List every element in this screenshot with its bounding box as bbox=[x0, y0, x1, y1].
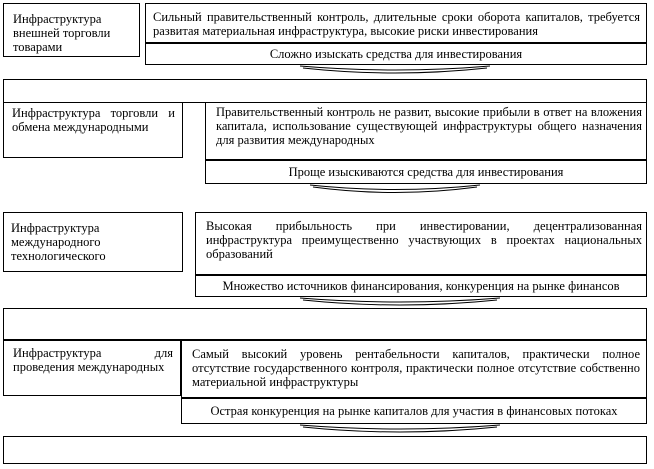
block3-description-box bbox=[195, 212, 647, 275]
arrow-block2-to-level2 bbox=[310, 185, 480, 193]
block3-label: Инфраструктура международного технологического bbox=[11, 221, 106, 263]
block4-funding: Острая конкуренция на рынке капиталов для участия в финансовых потоках bbox=[210, 404, 618, 418]
block3-funding: Множество источников финансирования, конкуренция на рынке финансов bbox=[222, 279, 620, 293]
block2-label: Инфраструктура торговли и обмена международными bbox=[12, 106, 175, 134]
level3-box bbox=[3, 308, 647, 340]
block1-label: Инфраструктура внешней торговли товарами bbox=[13, 12, 111, 54]
block4-description: Самый высокий уровень рентабельности капиталов, практически полное отсутствие государственного контроля, практически полное отсутствие собственно материальной инфраструктуры bbox=[192, 347, 640, 389]
arrow-block4-to-level4 bbox=[300, 425, 500, 432]
block4-description-box bbox=[181, 340, 647, 398]
block3-description: Высокая прибыльность при инвестировании, децентрализованная инфраструктура преимущественно участвующих в проектах национальных образований bbox=[206, 219, 642, 261]
level1-box bbox=[3, 79, 647, 103]
block4-label: Инфраструктура для проведения международных bbox=[13, 346, 173, 374]
level3-text bbox=[8, 316, 642, 331]
block1-description-box bbox=[145, 3, 647, 43]
block4-funding-box bbox=[181, 398, 647, 424]
arrow-block3-to-level3 bbox=[300, 298, 500, 305]
block1-funding: Сложно изыскать средства для инвестирования bbox=[269, 47, 523, 61]
block3-funding-box bbox=[195, 275, 647, 297]
level4-text bbox=[8, 443, 642, 458]
level1-text bbox=[8, 84, 642, 99]
block2-description-box bbox=[205, 103, 647, 160]
block1-funding-box bbox=[145, 43, 647, 65]
block3-label-box bbox=[3, 212, 183, 272]
block2-funding-box bbox=[205, 160, 647, 184]
level4-box bbox=[3, 436, 647, 464]
block2-description: Правительственный контроль не развит, высокие прибыли в ответ на вложения капитала, использование существующей инфраструктуры общего назначения для развития международных bbox=[216, 105, 642, 147]
block4-label-box bbox=[3, 340, 181, 396]
arrow-block1-to-level1 bbox=[300, 66, 490, 73]
block2-label-box bbox=[3, 103, 183, 158]
block2-funding: Проще изыскиваются средства для инвестирования bbox=[288, 165, 564, 179]
block1-description: Сильный правительственный контроль, длительные сроки оборота капиталов, требуется развитая материальная инфраструктура, высокие риски инвестирования bbox=[153, 10, 640, 38]
block1-label-box bbox=[3, 3, 140, 57]
